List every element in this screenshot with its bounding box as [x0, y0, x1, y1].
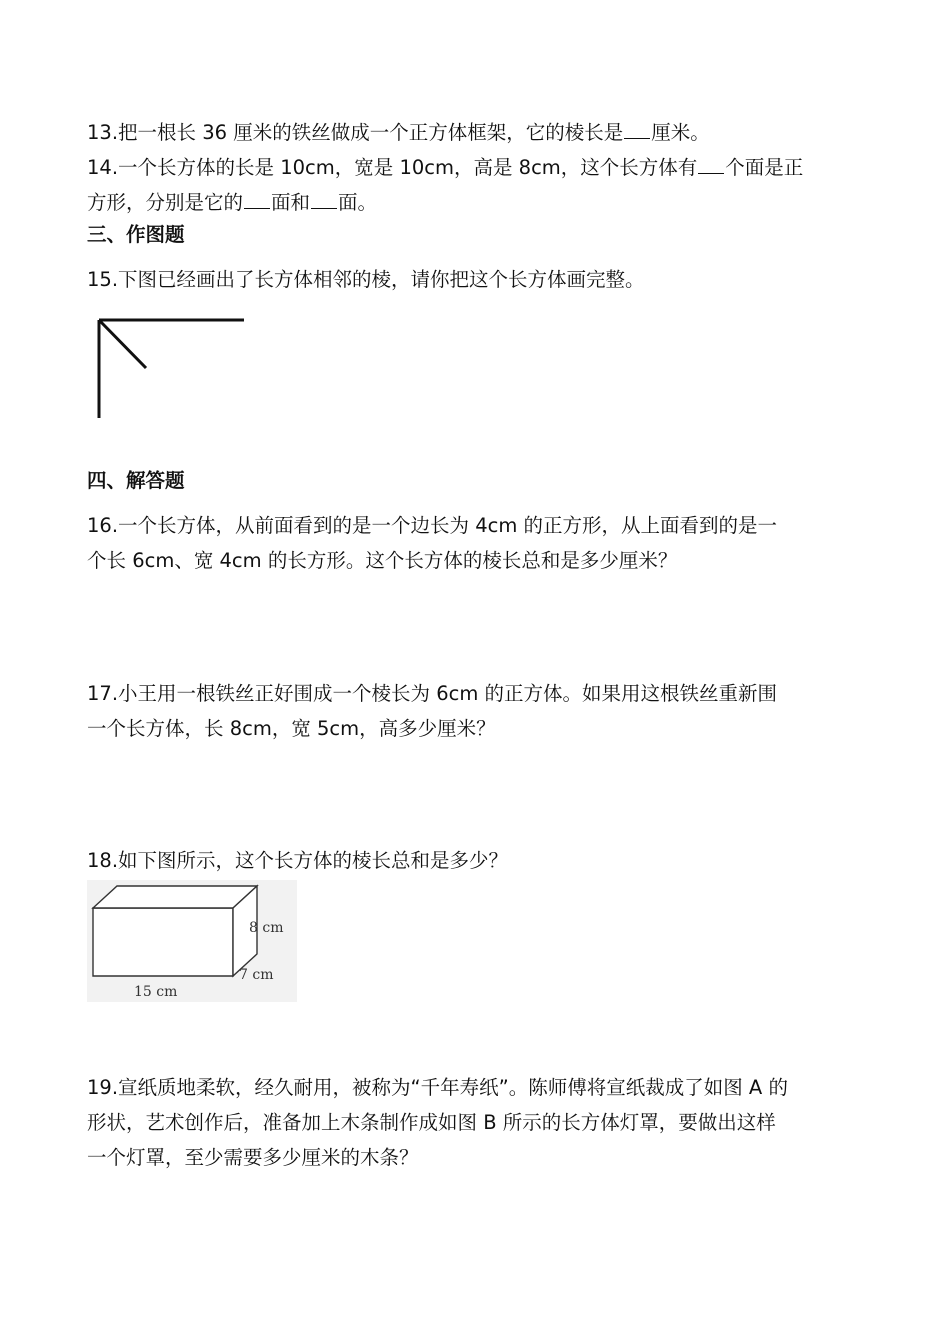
- length-label: 15 cm: [134, 984, 178, 1000]
- question-16-line-2: 个长 6cm、宽 4cm 的长方形。这个长方体的棱长总和是多少厘米？: [87, 549, 678, 572]
- question-14-line-1: [87, 153, 867, 181]
- answer-blank[interactable]: [698, 153, 724, 174]
- q14-text-a: 方形，分别是它的: [87, 191, 244, 214]
- q14-text-b: 面和: [271, 191, 311, 214]
- question-19-line-1: 19.宣纸质地柔软，经久耐用，被称为“千年寿纸”。陈师傅将宣纸裁成了如图 A 的: [87, 1076, 788, 1099]
- cuboid-dimensions-figure: [87, 880, 297, 1002]
- question-19-line-2: 形状，艺术创作后，准备加上木条制作成如图 B 所示的长方体灯罩，要做出这样: [87, 1111, 776, 1134]
- section-4-title: 四、解答题: [87, 469, 185, 492]
- q14-text-end: 个面是正: [725, 156, 804, 179]
- question-16-line-1: 16.一个长方体，从前面看到的是一个边长为 4cm 的正方形，从上面看到的是一: [87, 514, 778, 537]
- q14-text-c: 面。: [338, 191, 378, 214]
- question-13: [87, 118, 867, 146]
- question-19-line-3: 一个灯罩，至少需要多少厘米的木条？: [87, 1146, 419, 1169]
- answer-blank[interactable]: [624, 118, 650, 139]
- q13-text-end: 厘米。: [651, 121, 710, 144]
- q13-text: 13.把一根长 36 厘米的铁丝做成一个正方体框架，它的棱长是: [87, 121, 624, 144]
- depth-edge: [99, 320, 146, 368]
- height-label: 8 cm: [249, 920, 284, 936]
- answer-blank[interactable]: [244, 188, 270, 209]
- q14-text: 14.一个长方体的长是 10cm，宽是 10cm，高是 8cm，这个长方体有: [87, 156, 698, 179]
- question-15: 15.下图已经画出了长方体相邻的棱，请你把这个长方体画完整。: [87, 268, 645, 291]
- question-17-line-2: 一个长方体，长 8cm，宽 5cm，高多少厘米？: [87, 717, 496, 740]
- question-14-line-2: [87, 188, 867, 216]
- question-17-line-1: 17.小王用一根铁丝正好围成一个棱长为 6cm 的正方体。如果用这根铁丝重新围: [87, 682, 778, 705]
- front-face: [93, 908, 233, 976]
- cuboid-edges-figure: [90, 312, 255, 424]
- width-label: 7 cm: [239, 967, 274, 983]
- answer-blank[interactable]: [311, 188, 337, 209]
- question-18: 18.如下图所示，这个长方体的棱长总和是多少？: [87, 849, 509, 872]
- top-face: [93, 886, 257, 908]
- section-3-title: 三、作图题: [87, 223, 185, 246]
